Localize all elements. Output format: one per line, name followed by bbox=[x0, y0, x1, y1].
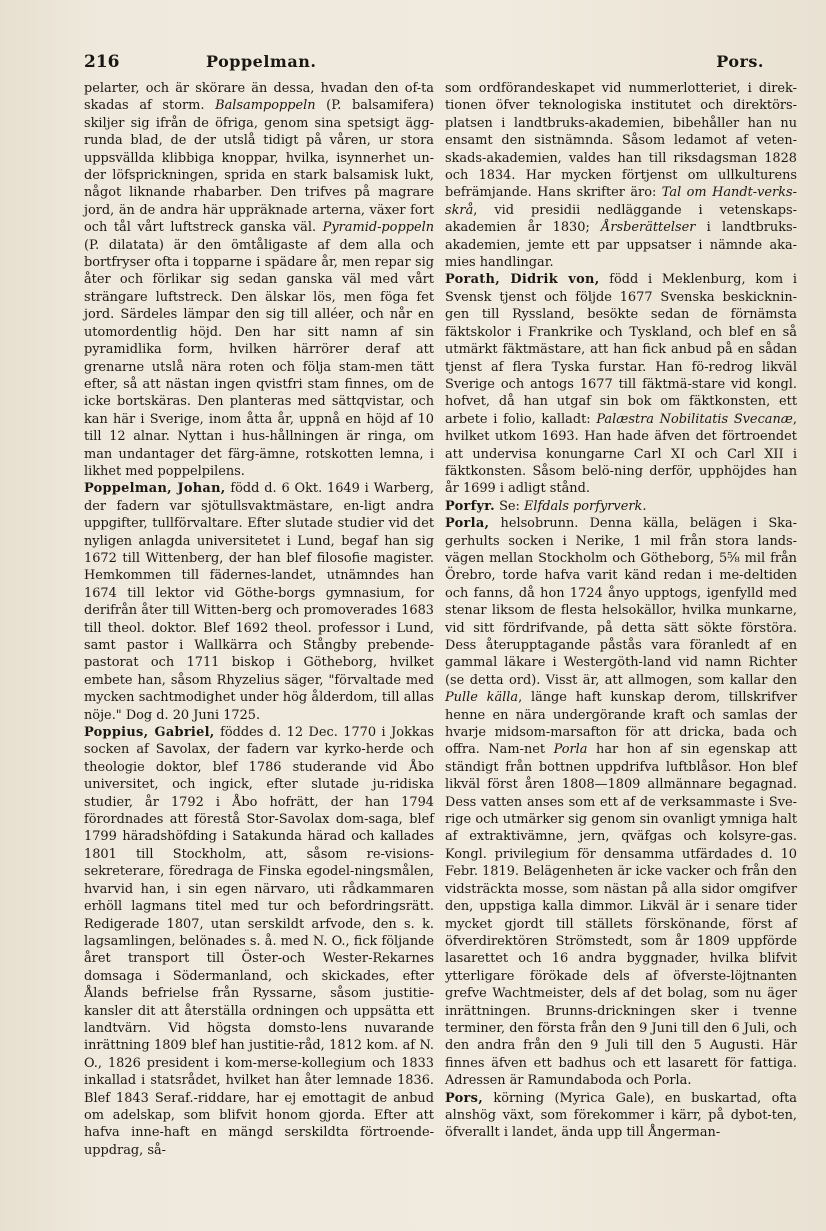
entry-poppius-continued: som ordförandeskapet vid nummerlotteriet, i direk-tionen öfver teknologiska institutet och direktörs-platsen i landtbruks-akademien, bibehåller han nu ensamt den sistnämnda. Såsom ledamot af veten-skads-akademien, valdes han till riksdagsman 1828 och 1834. Har mycken förtjenst om ullkulturens befrämjande. Hans skrifter äro: Tal om Handt-verks-skrå, vid presidii nedläggande i vetenskaps-akademien år 1830; Årsberättelser i landtbruks-akademien, jemte ett par uppsatser i nämnde aka-mies handlingar. bbox=[445, 81, 797, 271]
entry-poppel-continued: pelarter, och är skörare än dessa, hvadan den of-ta skadas af storm. Balsampoppeln (P. balsamifera) skiljer sig ifrån de öfriga, genom sina spetsigt ägg-runda blad, de der utslå tidigt på våren, ur stora uppsvällda klibbiga knoppar, hvilka, isynnerhet un-der löfsprickningen, sprida en stark balsamisk lukt, något liknande rhabarber. Den trifves på magrare jord, än de andra här uppräknade arterna, växer fort och tål vårt luftstreck ganska väl. Pyramid-poppeln (P. dilatata) är den ömtåligaste af dem alla och bortfryser ofta i topparne i spädare år, men repar sig åter och förlikar sig sedan ganska väl med vårt strängare luftstreck. Den älskar lös, men föga fet jord. Särdeles lämpar den sig till alléer, och når en utomordentlig höjd. Den har sitt namn af sin pyramidlika form, hvilken härrörer deraf att grenarne utslå nära roten och följa stam-men tätt efter, så att nästan ingen qvistfri stam finnes, om de icke bortskäras. Den planteras med sättqvistar, och kan här i Sverige, inom åtta år, uppnå en höjd af 10 till 12 alnar. Nyttan i hus-hållningen är ringa, om man undantager det färg-ämne, rotskotten lemna, i likhet med poppelpilens. bbox=[84, 81, 434, 479]
entry-headword: Porfyr. bbox=[445, 498, 495, 514]
entry-poppelman: Poppelman, Johan, född d. 6 Okt. 1649 i Warberg, der fadern var sjötullsvaktmästare, en-ligt andra uppgifter, tullförvaltare. Efter slutade studier vid det nyligen anlagda universitetet i Lund, begaf han sig 1672 till Wittenberg, der han blef filosofie magister. Hemkommen till fädernes-landet, utnämndes han 1674 till lektor vid Göthe-borgs gymnasium, for derifrån åter till Witten-berg och promoverades 1683 till theol. doktor. Blef 1692 theol. professor i Lund, samt pastor i Wallkärra och Stångby prebende-pastorat och 1711 biskop i Götheborg, hvilket embete han, såsom Rhyzelius säger, "förvaltade med mycken sachtmodighet under hög ålderdom, till allas nöje." Dog d. 20 Juni 1725. bbox=[84, 481, 434, 723]
page-number: 216 bbox=[84, 52, 120, 72]
entry-headword: Porath, Didrik von, bbox=[445, 272, 600, 288]
entry-porla: Porla, helsobrunn. Denna källa, belägen i Ska-gerhults socken i Nerike, 1 mil från stora lands-vägen mellan Stockholm och Götheborg, 5⅝ mil från Örebro, torde hafva varit känd redan i me-deltiden och fanns, då hon 1724 ånyo upptogs, igenfylld med stenar liksom de flesta helsokällor, hvilka munkarne, vid sitt fördrifvande, på detta sätt sökte förstöra. Dess återupptagande påstås vara föranledt af en gammal läkare i Westergöth-land vid namn Richter (se detta ord). Visst är, att allmogen, som kallar den Pulle källa, länge haft kunskap derom, tillskrifver henne en nära undergörande kraft och samlas der hvarje midsom-marsafton för att dricka, bada och offra. Nam-net Porla har hon af sin egenskap att ständigt från bottnen uppdrifva luftblåsor. Hon blef likväl först åren 1808—1809 allmännare begagnad. Dess vatten anses som ett af de verksammaste i Sve-rige och utmärker sig genom sin ovanligt ymniga halt af extraktivämne, jern, qväfgas och kolsyre-gas. Kongl. privilegium för densamma utfärdades d. 10 Febr. 1819. Belägenheten är icke vacker och från den vidsträckta mosse, som nästan på alla sidor omgifver den, uppstiga kalla dimmor. Likväl är i senare tider mycket gjordt till ställets förskönande, först af öfverdirektören Strömstedt, som år 1809 uppförde lasarettet och 16 andra byggnader, hvilka blifvit ytterligare förökade dels af öfverste-löjtnanten grefve Wachtmeister, dels af det bolag, som nu äger inrättningen. Brunns-drickningen sker i tvenne terminer, den första från den 9 Juni till den 6 Juli, och den andra från den 9 Juli till den 5 Augusti. Här finnes äfven ett badhus och ett lasarett för fattiga. Adressen är Ramundaboda och Porla. bbox=[445, 516, 797, 1089]
left-running-title: Poppelman. bbox=[206, 52, 317, 71]
entry-poppius: Poppius, Gabriel, föddes d. 12 Dec. 1770 i Jokkas socken af Savolax, der fadern var kyrko-herde och theologie doktor, blef 1786 studerande vid Åbo universitet, och ingick, efter slutade ju-ridiska studier, år 1792 i Åbo hofrätt, der han 1794 förordnades att förestå Stor-Savolax dom-saga, blef 1799 häradshöfding i Satakunda härad och kallades 1801 till Stockholm, att, såsom re-visions-sekreterare, föredraga de Finska egodel-ningsmålen, hvarvid han, i sin egen närvaro, uti rådkammaren erhöll lagmans titel med tur och befordringsrätt. Redigerade 1807, utan serskildt arfvode, den s. k. lagsamlingen, belönades s. å. med N. O., fick följande året transport till Öster-och Wester-Rekarnes domsaga i Södermanland, och skickades, efter Ålands befrielse från Ryssarne, såsom justitie-kansler dit att återställa ordningen och uppsätta ett landtvärn. Vid högsta domsto-lens nuvarande inrättning 1809 blef han justitie-råd, 1812 kom. af N. O., 1826 president i kom-merse-kollegium och 1833 inkallad i statsrådet, hvilket han åter lemnade 1836. Blef 1843 Seraf.-riddare, har ej emottagit de anbud om adelskap, som blifvit honom gjorda. Efter att hafva inne-haft en mängd serskildta förtroende-uppdrag, så- bbox=[84, 725, 434, 1158]
entry-headword: Pors, bbox=[445, 1090, 483, 1106]
right-running-title: Pors. bbox=[716, 52, 764, 71]
entry-headword: Poppelman, Johan, bbox=[84, 481, 226, 497]
entry-porath: Porath, Didrik von, född i Meklenburg, kom i Svensk tjenst och följde 1677 Svenska beskicknin-gen till Ryssland, besökte sedan de förnämsta fäktskolor i Frankrike och Tyskland, och blef en så utmärkt fäktmästare, att han fick anbud på en sådan tjenst af flera Tyska furstar. Han fö-redrog likväl Sverige och antogs 1677 till fäktmä-stare vid kongl. hofvet, då han utgaf sin bok om fäktkonsten, ett arbete i folio, kalladt: Palæstra Nobilitatis Svecanæ, hvilket utkom 1693. Han hade äfven det förtroendet att undervisa konungarne Carl XI och Carl XII i fäktkonsten. Såsom belö-ning derför, upphöjdes han år 1699 i adligt stånd. bbox=[445, 272, 797, 497]
entry-porfyr: Porfyr. Se: Elfdals porfyrverk. bbox=[445, 498, 647, 514]
running-header bbox=[84, 52, 764, 76]
entry-headword: Porla, bbox=[445, 516, 490, 532]
entry-pors: Pors, körning (Myrica Gale), en buskartad, ofta alnshög växt, som förekommer i kärr, på dybot-ten, öfverallt i landet, ända upp till Ångerman- bbox=[445, 1090, 797, 1141]
right-column bbox=[445, 80, 797, 1142]
left-column bbox=[84, 80, 434, 1159]
entry-headword: Poppius, Gabriel, bbox=[84, 725, 215, 741]
